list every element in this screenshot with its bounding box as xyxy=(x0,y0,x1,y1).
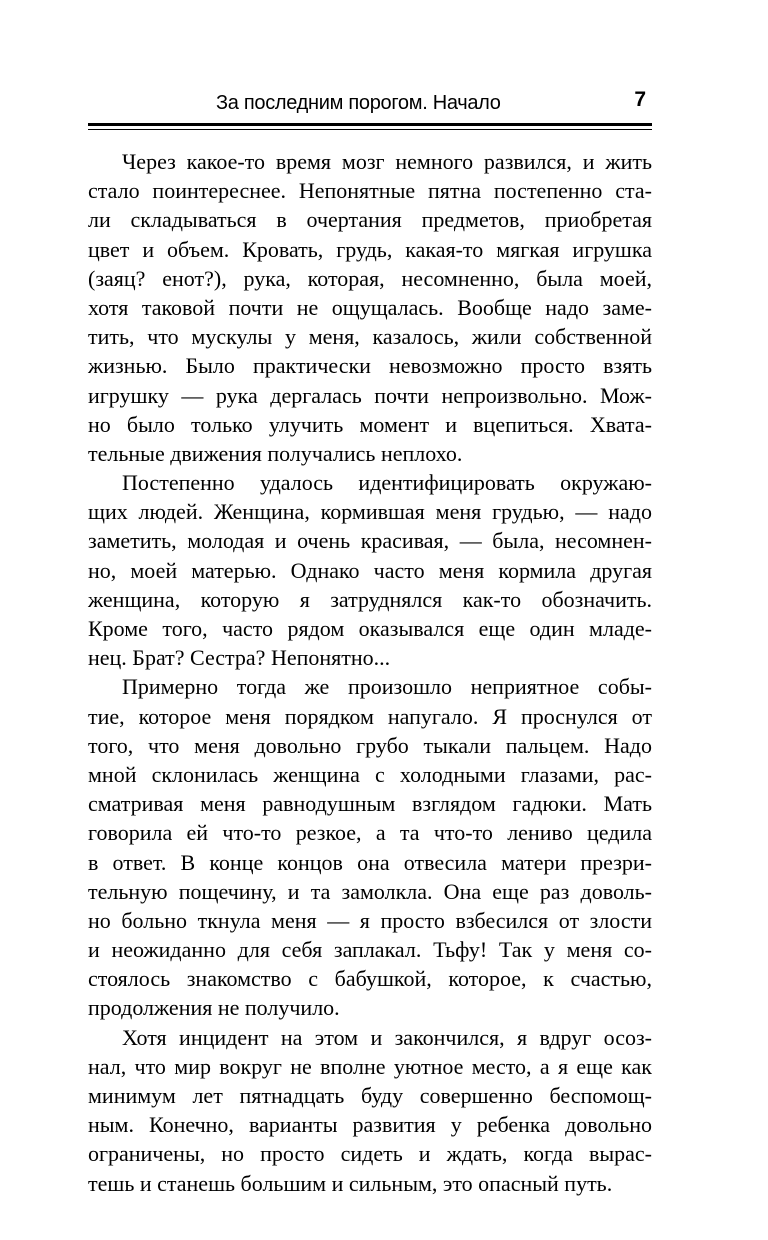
text-line: стоялось знакомство с бабушкой, которое, к счастью, xyxy=(88,966,652,992)
text-line: Постепенно удалось идентифицировать окружаю- xyxy=(122,470,652,496)
text-line: сматривая меня равнодушным взглядом гадюки. Мать xyxy=(88,791,652,817)
text-line: Хотя инцидент на этом и закончился, я вдруг осоз- xyxy=(122,1024,652,1050)
header-rule-thin xyxy=(88,129,652,130)
page-number: 7 xyxy=(634,88,646,111)
text-line: ным. Конечно, варианты развития у ребенка довольно xyxy=(88,1112,652,1138)
paragraph xyxy=(88,147,652,468)
text-line: того, что меня довольно грубо тыкали пальцем. Надо xyxy=(88,732,652,758)
text-line: но больно ткнула меня — я просто взбесился от злости xyxy=(88,907,652,933)
text-line: жизнью. Было практически невозможно просто взять xyxy=(88,353,652,379)
text-line: Кроме того, часто рядом оказывался еще один младе- xyxy=(88,616,652,641)
header-rule-thick xyxy=(88,123,652,126)
paragraph xyxy=(88,672,652,1022)
body-text xyxy=(88,147,652,1198)
text-line: тешь и станешь большим и сильным, это опасный путь. xyxy=(88,1170,613,1196)
text-line: тие, которое меня порядком напугало. Я проснулся от xyxy=(88,703,652,729)
text-line: щих людей. Женщина, кормившая меня грудью, — надо xyxy=(88,499,652,525)
text-line: тить, что мускулы у меня, казалось, жили собственной xyxy=(88,324,652,350)
text-line: цвет и объем. Кровать, грудь, какая-то мягкая игрушка xyxy=(88,236,652,262)
paragraph xyxy=(88,468,652,672)
text-line: мной склонилась женщина с холодными глазами, рас- xyxy=(88,761,652,787)
text-line: ли складываться в очертания предметов, приобретая xyxy=(88,207,652,233)
text-line: нец. Брат? Сестра? Непонятно... xyxy=(88,645,391,671)
text-line: продолжения не получило. xyxy=(88,995,340,1021)
text-line: и неожиданно для себя заплакал. Тьфу! Так у меня со- xyxy=(88,937,652,963)
text-line: минимум лет пятнадцать буду совершенно беспомощ- xyxy=(88,1083,652,1108)
text-line: но, моей матерью. Однако часто меня кормила другая xyxy=(88,557,652,583)
text-line: Примерно тогда же произошло неприятное собы- xyxy=(122,674,652,700)
text-line: тельные движения получались неплохо. xyxy=(88,440,463,466)
text-line: стало поинтереснее. Непонятные пятна постепенно ста- xyxy=(88,178,652,204)
page-header xyxy=(88,86,652,122)
text-line: женщина, которую я затруднялся как-то обозначить. xyxy=(88,586,652,612)
text-line: в ответ. В конце концов она отвесила матери презри- xyxy=(88,849,652,875)
text-line: но было только улучить момент и вцепиться. Хвата- xyxy=(88,411,652,437)
text-line: тельную пощечину, и та замолкла. Она еще раз доволь- xyxy=(88,878,652,904)
text-line: нал, что мир вокруг не вполне уютное место, а я еще как xyxy=(88,1053,652,1079)
text-line: говорила ей что-то резкое, а та что-то лениво цедила xyxy=(88,820,652,846)
text-line: игрушку — рука дергалась почти непроизвольно. Мож- xyxy=(88,382,652,408)
text-line: (заяц? енот?), рука, которая, несомненно, была моей, xyxy=(88,265,652,291)
running-head: За последним порогом. Начало xyxy=(216,92,501,114)
paragraph xyxy=(88,1023,652,1198)
text-line: хотя таковой почти не ощущалась. Вообще надо заме- xyxy=(88,294,652,320)
text-line: ограничены, но просто сидеть и ждать, когда вырас- xyxy=(88,1141,652,1167)
text-line: Через какое-то время мозг немного развился, и жить xyxy=(122,149,652,174)
text-line: заметить, молодая и очень красивая, — была, несомнен- xyxy=(88,528,652,554)
